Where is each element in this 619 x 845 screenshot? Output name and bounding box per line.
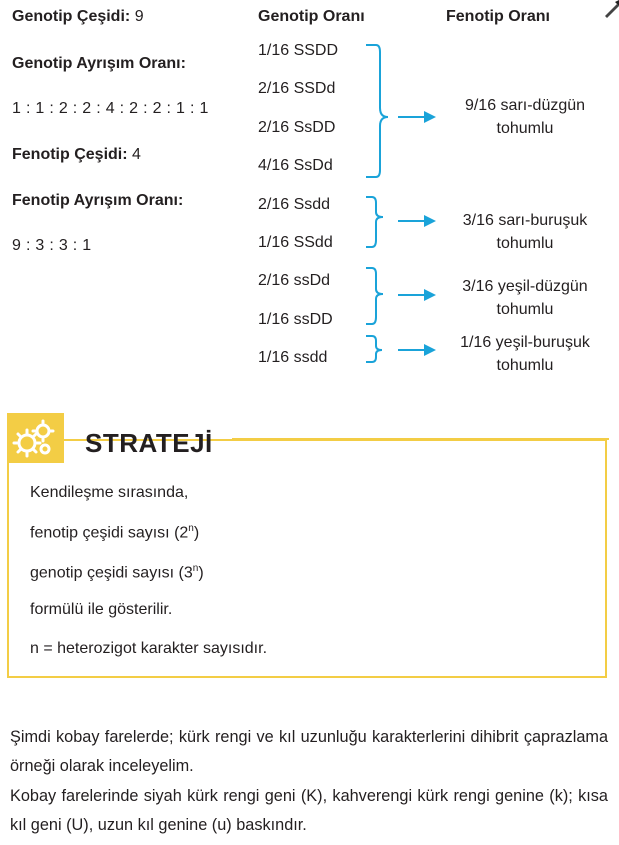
genotype-item: 2/16 ssDd: [258, 272, 331, 289]
phenotype-line: 1/16 yeşil-buruşuk: [460, 334, 590, 351]
phenotype-group: [430, 209, 619, 255]
phenotype-line: tohumlu: [496, 301, 554, 318]
strategy-title: STRATEJİ: [85, 428, 213, 458]
phenotype-count-value: 4: [132, 146, 141, 163]
strategy-formula-exponent: n: [192, 563, 199, 574]
body-paragraph: Kobay farelerinde siyah kürk rengi geni (K), kahverengi kürk rengi genine (k); kısa kıl geni (U), uzun kıl genine (u) baskındır.: [10, 786, 608, 834]
genotype-item: 1/16 SSdd: [258, 234, 333, 251]
phenotype-ratio-label: Fenotip Ayrışım Oranı:: [12, 192, 184, 209]
phenotype-line: tohumlu: [496, 120, 554, 137]
phenotype-ratio-header: Fenotip Oranı: [446, 8, 550, 25]
strategy-formula-text: fenotip çeşidi sayısı (2: [30, 524, 189, 542]
phenotype-ratio-value: 9 : 3 : 3 : 1: [12, 237, 92, 254]
phenotype-line: tohumlu: [496, 235, 554, 252]
genotype-item: 1/16 SSDD: [258, 42, 339, 59]
genotype-ratio-header: Genotip Oranı: [258, 8, 365, 25]
strategy-formula-close: ): [193, 524, 200, 542]
phenotype-group: [430, 275, 619, 321]
strategy-formula-close: ): [198, 564, 204, 582]
strategy-line: formülü ile gösterilir.: [30, 601, 173, 618]
phenotype-line: 3/16 yeşil-düzgün: [462, 278, 588, 295]
strategy-title-rule: [232, 438, 609, 440]
genotype-item: 1/16 ssDD: [258, 311, 333, 328]
strategy-line: n = heterozigot karakter sayısıdır.: [30, 640, 268, 657]
phenotype-group: [430, 331, 619, 377]
strategy-line: Kendileşme sırasında,: [30, 484, 189, 501]
phenotype-line: 3/16 sarı-buruşuk: [462, 212, 588, 229]
body-text: [10, 723, 608, 840]
phenotype-line: 9/16 sarı-düzgün: [464, 97, 586, 114]
body-paragraph: Şimdi kobay farelerde; kürk rengi ve kıl uzunluğu karakterlerini dihibrit çaprazlama örneği olarak inceleyelim.: [10, 728, 608, 776]
phenotype-count-label: Fenotip Çeşidi:: [12, 146, 128, 163]
genotype-count-label: Genotip Çeşidi:: [12, 8, 131, 25]
gears-icon: [7, 413, 64, 463]
genotype-ratio-label: Genotip Ayrışım Oranı:: [12, 55, 186, 72]
genotype-item: 2/16 SsDD: [258, 119, 336, 136]
strategy-line: [30, 563, 204, 582]
genotype-item: 2/16 SSDd: [258, 80, 336, 97]
genotype-count-value: 9: [134, 8, 144, 25]
genotype-item: 1/16 ssdd: [258, 349, 328, 366]
phenotype-group: [430, 94, 619, 140]
strategy-line: [30, 523, 199, 542]
genotype-item: 2/16 Ssdd: [258, 196, 331, 213]
genotype-ratio-value: 1 : 1 : 2 : 2 : 4 : 2 : 2 : 1 : 1: [12, 100, 209, 117]
genotype-item: 4/16 SsDd: [258, 157, 333, 174]
phenotype-line: tohumlu: [496, 357, 554, 374]
strategy-formula-exponent: n: [188, 523, 194, 534]
strategy-formula-text: genotip çeşidi sayısı (3: [30, 564, 193, 582]
